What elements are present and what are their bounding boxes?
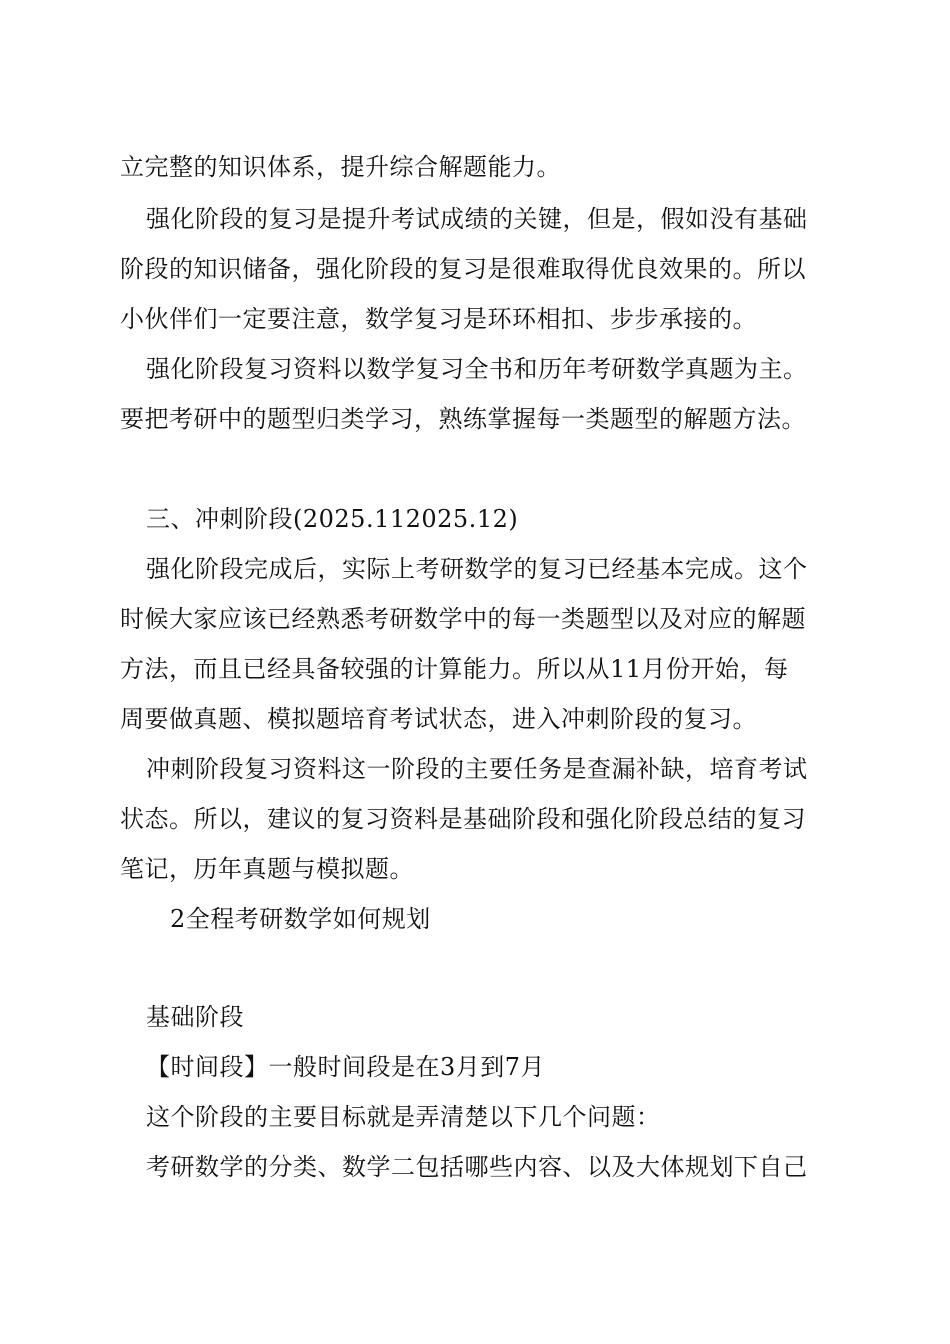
paragraph-line: 方法，而且已经具备较强的计算能力。所以从11月份开始，每 [120, 655, 789, 683]
paragraph-line: 状态。所以，建议的复习资料是基础阶段和强化阶段总结的复习 [120, 805, 806, 833]
paragraph-line: 小伙伴们一定要注意，数学复习是环环相扣、步步承接的。 [120, 305, 757, 333]
subsection-heading: 基础阶段 [146, 1003, 244, 1031]
paragraph-line: 强化阶段完成后，实际上考研数学的复习已经基本完成。这个 [146, 555, 808, 583]
paragraph-line: 冲刺阶段复习资料这一阶段的主要任务是查漏补缺，培育考试 [146, 755, 808, 783]
paragraph-line: 笔记，历年真题与模拟题。 [120, 855, 414, 883]
section-heading: 三、冲刺阶段(2025.112025.12) [146, 505, 519, 533]
paragraph-line: 周要做真题、模拟题培育考试状态，进入冲刺阶段的复习。 [120, 705, 757, 733]
paragraph-line: 【时间段】一般时间段是在3月到7月 [146, 1053, 546, 1081]
paragraph-line: 立完整的知识体系，提升综合解题能力。 [120, 153, 561, 181]
paragraph-line: 阶段的知识储备，强化阶段的复习是很难取得优良效果的。所以 [120, 255, 806, 283]
paragraph-line: 时候大家应该已经熟悉考研数学中的每一类题型以及对应的解题 [120, 605, 806, 633]
paragraph-line: 考研数学的分类、数学二包括哪些内容、以及大体规划下自己 [146, 1153, 808, 1181]
paragraph-line: 强化阶段的复习是提升考试成绩的关键，但是，假如没有基础 [146, 205, 808, 233]
paragraph-line: 这个阶段的主要目标就是弄清楚以下几个问题： [146, 1103, 661, 1131]
paragraph-line: 强化阶段复习资料以数学复习全书和历年考研数学真题为主。 [146, 355, 808, 383]
paragraph-line: 要把考研中的题型归类学习，熟练掌握每一类题型的解题方法。 [120, 405, 806, 433]
section-heading: 2全程考研数学如何规划 [170, 905, 431, 933]
